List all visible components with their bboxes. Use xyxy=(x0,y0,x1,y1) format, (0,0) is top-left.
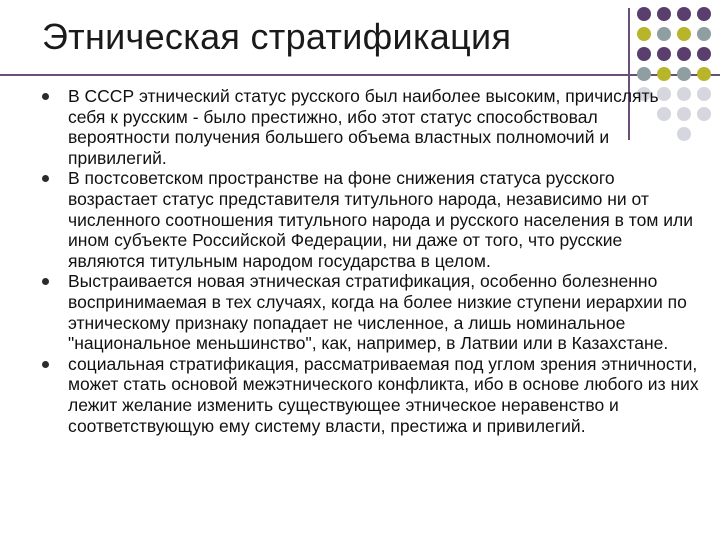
bullet-text: Выстраивается новая этническая стратификация, особенно болезненно воспринимаемая в тех случаях, когда на более низкие ступени иерархии по этническому признаку попадает не численное, а лишь номинальное "национальное меньшинство", как, например, в Латвии или в Казахстане. xyxy=(68,271,687,354)
bullet-item xyxy=(40,271,700,353)
decor-dot xyxy=(697,67,711,81)
decor-dot xyxy=(697,27,711,41)
bullet-icon xyxy=(42,361,49,368)
decor-dot xyxy=(657,27,671,41)
bullet-list xyxy=(40,86,700,436)
bullet-icon xyxy=(42,93,49,100)
bullet-icon xyxy=(42,278,49,285)
bullet-item xyxy=(40,354,700,436)
decor-dot xyxy=(657,47,671,61)
bullet-text: В постсоветском пространстве на фоне снижения статуса русского возрастает статус представителя титульного народа, независимо ни от численного соотношения титульного народа и русского населения в том или ином субъекте Российской Федерации, ни даже от того, что русские являются титульным народом государства в целом. xyxy=(68,168,693,271)
bullet-item xyxy=(40,168,700,271)
decor-dot xyxy=(637,7,651,21)
bullet-icon xyxy=(42,175,49,182)
bullet-item xyxy=(40,86,700,168)
decor-dot xyxy=(637,27,651,41)
decor-dot xyxy=(657,67,671,81)
decor-dot xyxy=(677,7,691,21)
slide-title: Этническая стратификация xyxy=(42,16,512,57)
decor-dot xyxy=(637,47,651,61)
decor-dot xyxy=(677,47,691,61)
decor-dot xyxy=(637,67,651,81)
bullet-text: В СССР этнический статус русского был наиболее высоким, причислять себя к русским - было престижно, ибо этот статус способствовал вероятности получения большего объема властных полномочий и привилегий. xyxy=(68,86,659,168)
decor-dot xyxy=(677,27,691,41)
decor-dot xyxy=(697,7,711,21)
decor-dot xyxy=(677,67,691,81)
decor-dot xyxy=(657,7,671,21)
decor-dot xyxy=(697,47,711,61)
bullet-text: социальная стратификация, рассматриваемая под углом зрения этничности, может стать основой межэтнического конфликта, ибо в основе любого из них лежит желание изменить существующее этническое неравенство и соответствующую ему систему власти, престижа и привилегий. xyxy=(68,353,699,436)
